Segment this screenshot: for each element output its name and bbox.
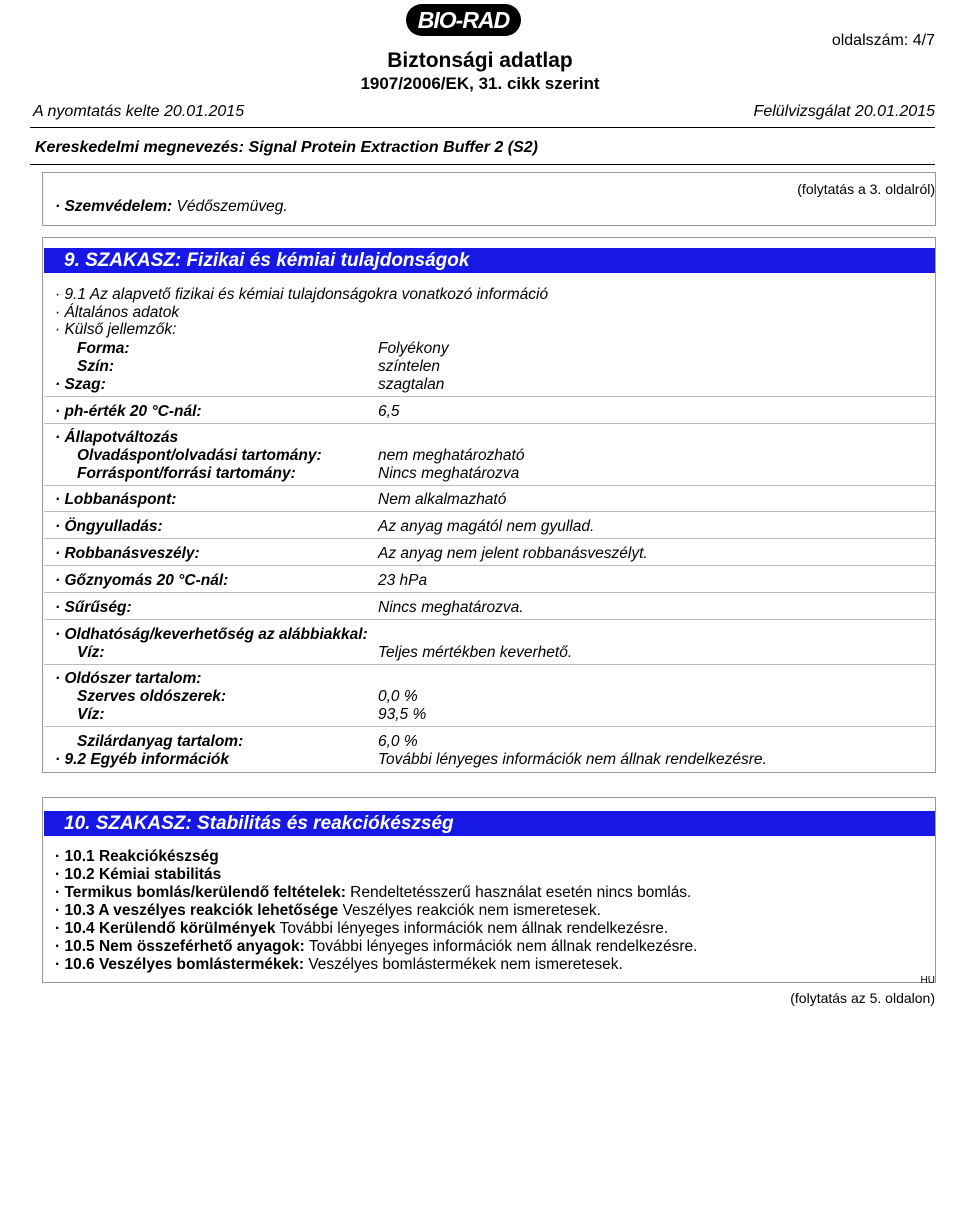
row-separator	[44, 485, 935, 486]
row-separator	[44, 592, 935, 593]
section9-heading: 9. SZAKASZ: Fizikai és kémiai tulajdonságok	[44, 248, 935, 273]
conditions-to-avoid-label: · 10.4 Kerülendő körülmények	[55, 920, 276, 937]
continued-from: (folytatás a 3. oldalról)	[797, 181, 935, 197]
section9-1-label: · 9.1 Az alapvető fizikai és kémiai tulajdonságokra vonatkozó információ	[55, 286, 549, 303]
ph-label: · ph-érték 20 °C-nál:	[55, 403, 202, 420]
decomposition-products	[55, 956, 623, 974]
chemical-stability-label: · 10.2 Kémiai stabilitás	[55, 866, 222, 883]
water-label: Víz:	[77, 644, 105, 661]
form-label: Forma:	[77, 340, 130, 357]
section9-2-value: További lényeges információk nem állnak rendelkezésre.	[378, 751, 767, 768]
solvent-content-label: · Oldószer tartalom:	[55, 670, 202, 687]
document-subtitle: 1907/2006/EK, 31. cikk szerint	[360, 74, 600, 93]
general-data-label: · Általános adatok	[55, 304, 180, 321]
row-separator	[44, 538, 935, 539]
form-value: Folyékony	[378, 340, 449, 357]
header-divider-2	[30, 164, 935, 165]
print-date: A nyomtatás kelte 20.01.2015	[33, 103, 245, 120]
logo-text: BIO-RAD	[417, 6, 510, 33]
row-separator	[44, 726, 935, 727]
hazardous-reactions-value: Veszélyes reakciók nem ismeretesek.	[342, 902, 601, 919]
page-number: oldalszám: 4/7	[831, 32, 935, 49]
row-separator	[44, 423, 935, 424]
color-label: Szín:	[77, 358, 115, 375]
eye-protection-value: Védőszemüveg.	[176, 198, 288, 215]
vapour-pressure-label: · Gőznyomás 20 °C-nál:	[55, 572, 229, 589]
revision-date: Felülvizsgálat 20.01.2015	[753, 103, 935, 120]
organic-solvents-value: 0,0 %	[378, 688, 418, 705]
conditions-to-avoid-value: További lényeges információk nem állnak rendelkezésre.	[279, 920, 669, 937]
boiling-point-label: Forráspont/forrási tartomány:	[77, 465, 296, 482]
hazardous-reactions	[55, 902, 601, 920]
solubility-label: · Oldhatóság/keverhetőség az alábbiakkal:	[55, 626, 368, 643]
water-content-value: 93,5 %	[378, 706, 427, 723]
self-ignition-label: · Öngyulladás:	[55, 518, 163, 535]
odour-label: · Szag:	[55, 376, 106, 393]
ph-value: 6,5	[378, 403, 400, 420]
solids-content-label: Szilárdanyag tartalom:	[77, 733, 244, 750]
hazardous-reactions-label: · 10.3 A veszélyes reakciók lehetősége	[55, 902, 339, 919]
explosion-value: Az anyag nem jelent robbanásveszélyt.	[378, 545, 648, 562]
density-value: Nincs meghatározva.	[378, 599, 524, 616]
boiling-point-value: Nincs meghatározva	[378, 465, 520, 482]
water-content-label: Víz:	[77, 706, 105, 723]
melting-point-value: nem meghatározható	[378, 447, 525, 464]
trade-name: Kereskedelmi megnevezés: Signal Protein Extraction Buffer 2 (S2)	[35, 139, 538, 156]
solids-content-value: 6,0 %	[378, 733, 418, 750]
row-separator	[44, 619, 935, 620]
reactivity-label: · 10.1 Reakciókészség	[55, 848, 219, 865]
decomposition-products-label: · 10.6 Veszélyes bomlástermékek:	[55, 956, 305, 973]
decomposition-products-value: Veszélyes bomlástermékek nem ismeretesek.	[308, 956, 623, 973]
language-code: HU	[920, 975, 935, 986]
water-value: Teljes mértékben keverhető.	[378, 644, 573, 661]
row-separator	[44, 511, 935, 512]
thermal-decomposition	[55, 884, 691, 902]
eye-protection-label: · Szemvédelem:	[55, 198, 173, 215]
header-divider	[30, 127, 935, 128]
row-separator	[44, 396, 935, 397]
flash-point-value: Nem alkalmazható	[378, 491, 507, 508]
thermal-decomposition-label: · Termikus bomlás/kerülendő feltételek:	[55, 884, 346, 901]
incompatible-materials	[55, 938, 697, 956]
section10-heading: 10. SZAKASZ: Stabilitás és reakciókészség	[44, 811, 935, 836]
thermal-decomposition-value: Rendeltetésszerű használat esetén nincs bomlás.	[350, 884, 692, 901]
row-separator	[44, 565, 935, 566]
section9-2-label: · 9.2 Egyéb információk	[55, 751, 229, 768]
odour-value: szagtalan	[378, 376, 445, 393]
explosion-label: · Robbanásveszély:	[55, 545, 200, 562]
self-ignition-value: Az anyag magától nem gyullad.	[378, 518, 595, 535]
vapour-pressure-value: 23 hPa	[378, 572, 428, 589]
organic-solvents-label: Szerves oldószerek:	[77, 688, 227, 705]
color-value: színtelen	[378, 358, 441, 375]
incompatible-materials-label: · 10.5 Nem összeférhető anyagok:	[55, 938, 305, 955]
document-title: Biztonsági adatlap	[387, 49, 573, 72]
appearance-label: · Külső jellemzők:	[55, 321, 177, 338]
row-separator	[44, 664, 935, 665]
state-change-label: · Állapotváltozás	[55, 429, 179, 446]
continued-to: (folytatás az 5. oldalon)	[790, 990, 935, 1006]
flash-point-label: · Lobbanáspont:	[55, 491, 177, 508]
eye-protection	[55, 198, 288, 216]
incompatible-materials-value: További lényeges információk nem állnak rendelkezésre.	[308, 938, 698, 955]
melting-point-label: Olvadáspont/olvadási tartomány:	[77, 447, 322, 464]
density-label: · Sűrűség:	[55, 599, 132, 616]
conditions-to-avoid	[55, 920, 668, 938]
bio-rad-logo	[406, 4, 521, 36]
